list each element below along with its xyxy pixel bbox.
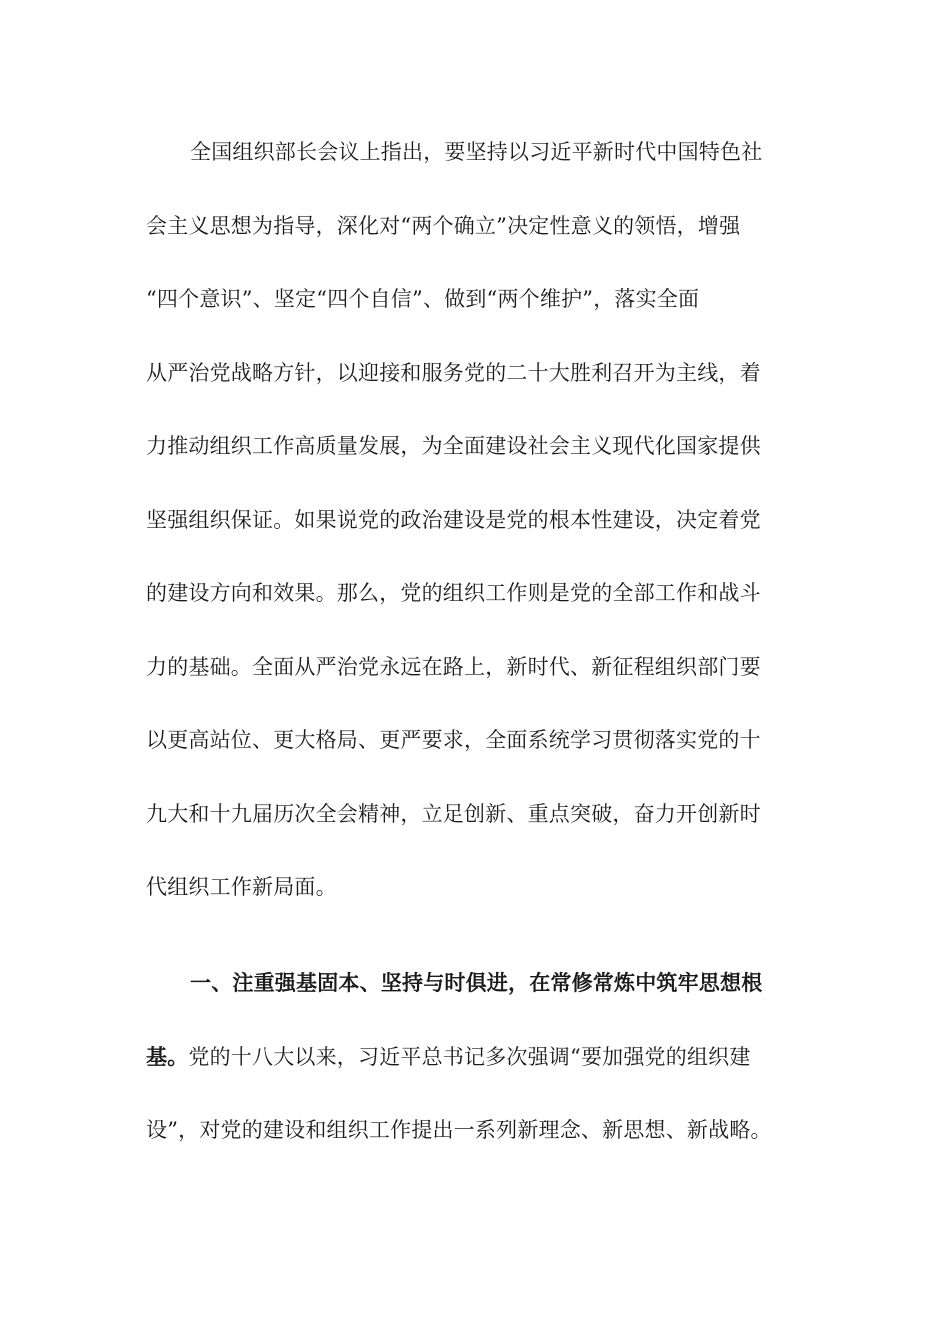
paragraph-line: 设”，对党的建设和组织工作提出一系列新理念、新思想、新战略。 bbox=[146, 1118, 772, 1142]
paragraph-line: 以更高站位、更大格局、更严要求，全面系统学习贯彻落实党的十 bbox=[146, 728, 761, 752]
paragraph-line: 坚强组织保证。如果说党的政治建设是党的根本性建设，决定着党 bbox=[146, 508, 761, 532]
section-heading-end: 基。 bbox=[146, 1044, 189, 1069]
section-heading: 一、注重强基固本、坚持与时俱进，在常修常炼中筑牢思想根 bbox=[190, 970, 763, 995]
paragraph-line: 全国组织部长会议上指出，要坚持以习近平新时代中国特色社 bbox=[190, 140, 763, 164]
paragraph-line: 会主义思想为指导，深化对“两个确立”决定性意义的领悟，增强 bbox=[146, 214, 741, 238]
paragraph-line: 力推动组织工作高质量发展，为全面建设社会主义现代化国家提供 bbox=[146, 434, 761, 458]
paragraph-line bbox=[146, 1037, 806, 1077]
paragraph-line: 的建设方向和效果。那么，党的组织工作则是党的全部工作和战斗 bbox=[146, 581, 761, 605]
paragraph-text: 党的十八大以来，习近平总书记多次强调“要加强党的组织建 bbox=[188, 1045, 751, 1069]
paragraph-line: “四个意识”、坚定“四个自信”、做到“两个维护”，落实全面 bbox=[146, 287, 700, 311]
paragraph-line: 力的基础。全面从严治党永远在路上，新时代、新征程组织部门要 bbox=[146, 655, 761, 679]
paragraph-line: 代组织工作新局面。 bbox=[146, 875, 337, 899]
paragraph-line: 九大和十九届历次全会精神，立足创新、重点突破，奋力开创新时 bbox=[146, 802, 761, 826]
paragraph-line: 从严治党战略方针，以迎接和服务党的二十大胜利召开为主线，着 bbox=[146, 361, 761, 385]
